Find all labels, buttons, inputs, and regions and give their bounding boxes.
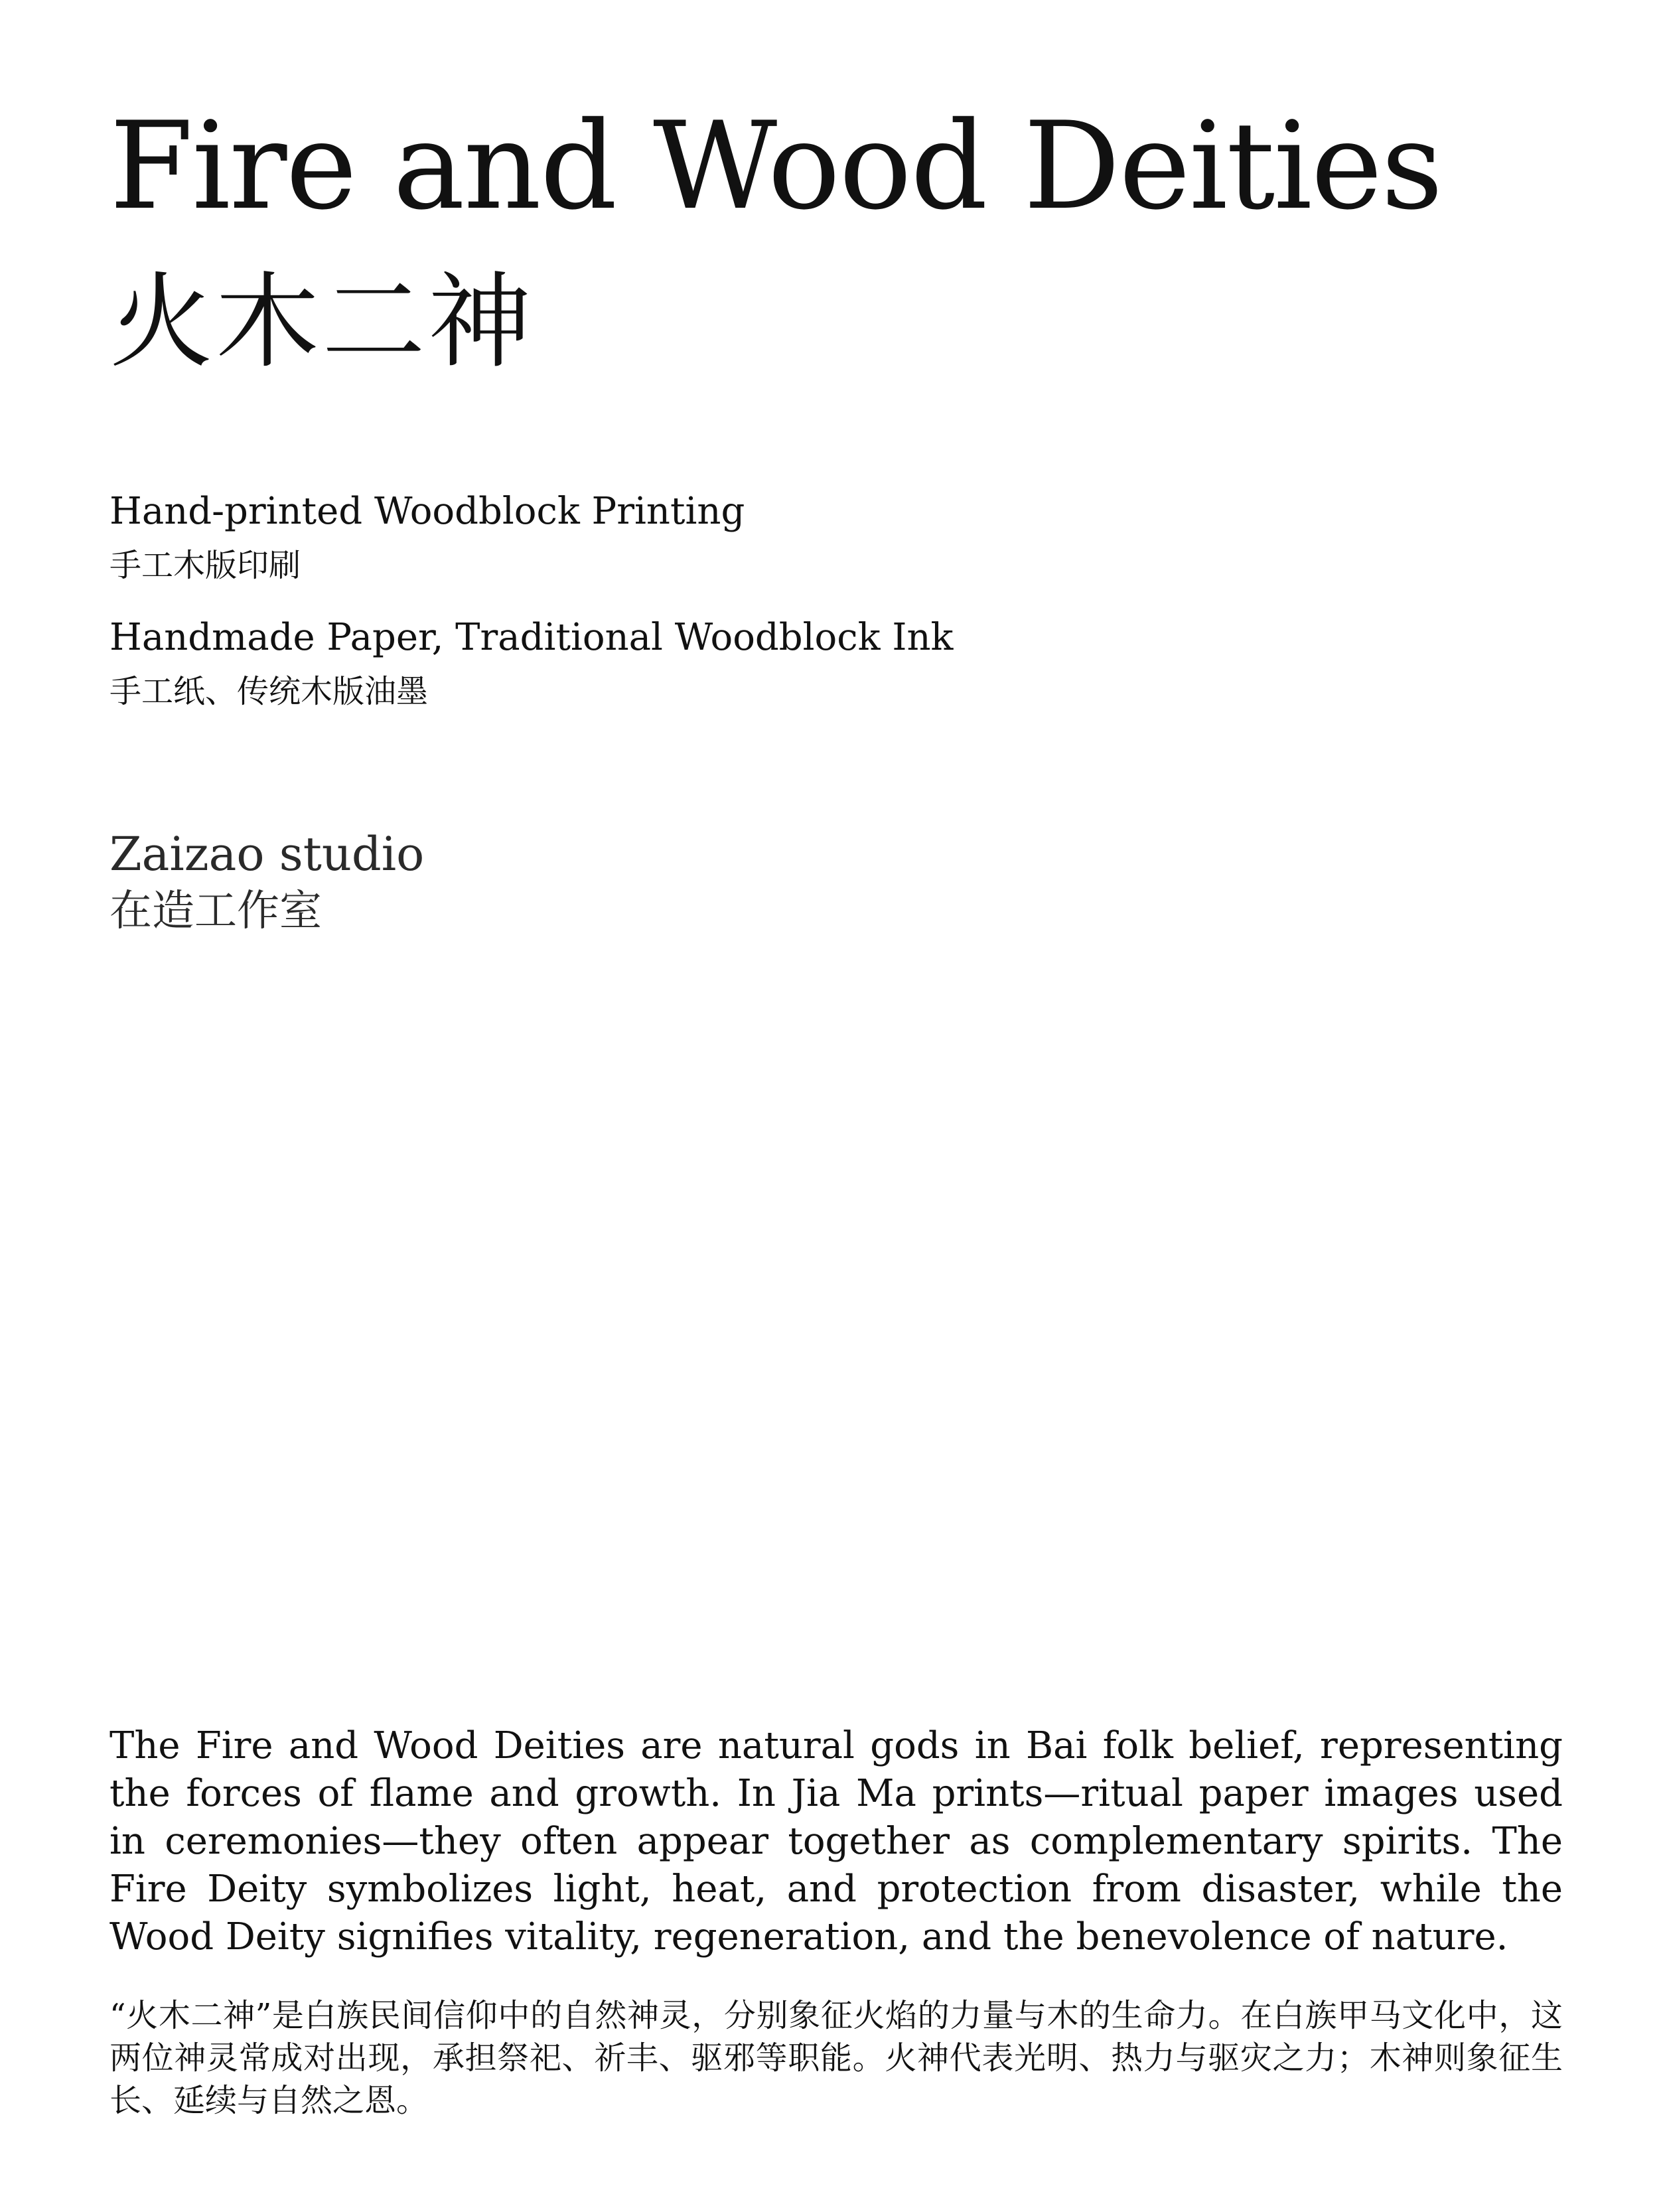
materials-english: Handmade Paper, Traditional Woodblock Ink [109,616,954,659]
technique-english: Hand-printed Woodblock Printing [109,490,745,533]
title-english: Fire and Wood Deities [109,96,1442,236]
studio-name-english: Zaizao studio [109,827,425,881]
studio-name-chinese: 在造工作室 [109,887,322,936]
description-chinese: “火木二神”是白族民间信仰中的自然神灵，分别象征火焰的力量与木的生命力。在白族甲马文化中，这两位神灵常成对出现，承担祭祀、祈丰、驱邪等职能。火神代表光明、热力与驱灾之力；木神则象征生长、延续与自然之恩。 [109,1997,1563,2119]
title-chinese: 火木二神 [109,261,534,382]
technique-chinese: 手工木版印刷 [109,547,301,584]
materials-chinese: 手工纸、传统木版油墨 [109,673,429,710]
description-english: The Fire and Wood Deities are natural gods in Bai folk belief, representing the forces of flame and growth. In Jia Ma prints—ritual paper images used in ceremonies—they often appear together as complementary spirits. The Fire Deity symbolizes light, heat, and protection from disaster, while the Wood Deity signifies vitality, regeneration, and the benevolence of nature. [109,1724,1563,1958]
